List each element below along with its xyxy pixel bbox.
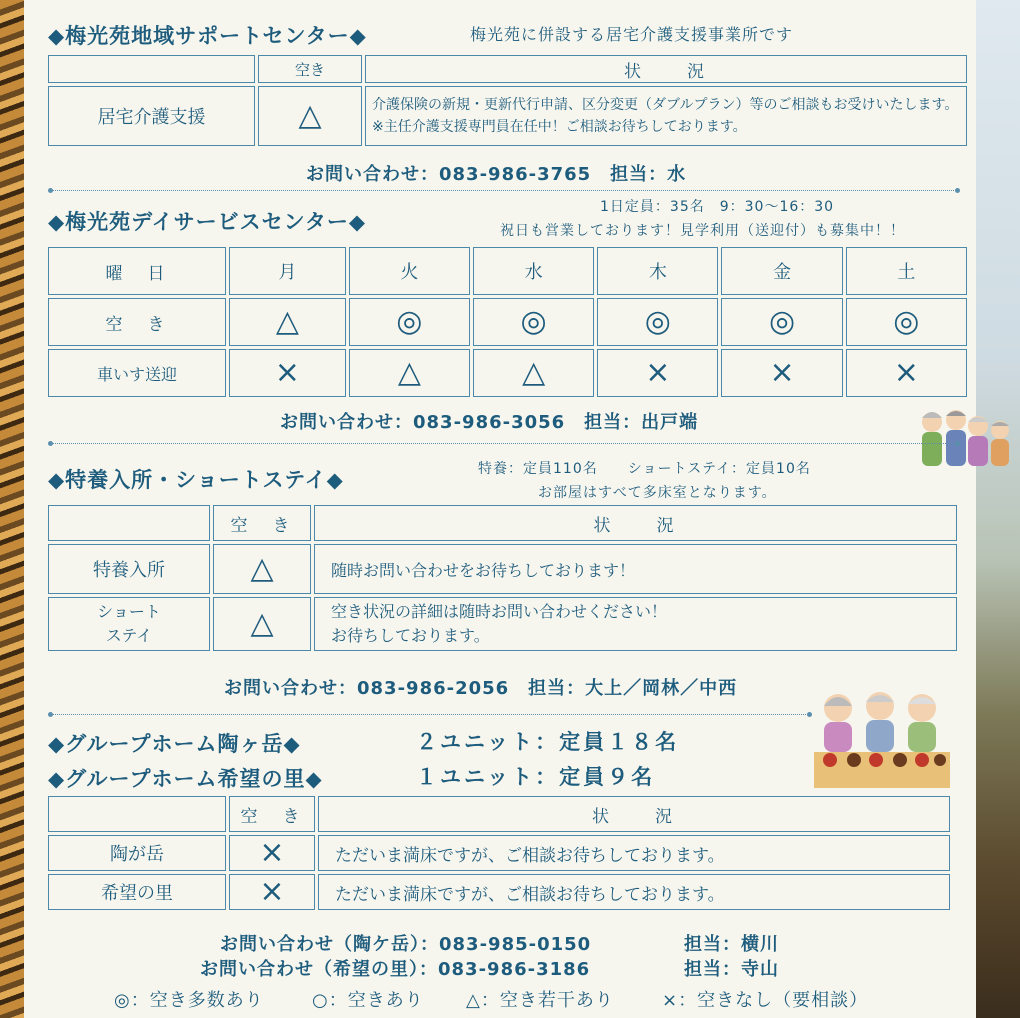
section4-contact2: お問い合わせ（希望の里）：083-986-3186 [200,959,591,980]
legend-few: △：空き若干あり [466,990,614,1011]
status-shortstay [314,597,957,651]
table-corner [48,796,226,832]
row-label: 居宅介護支援 [48,86,255,146]
row-label-shortstay [48,597,210,651]
row-label-line1: ショート [97,602,161,621]
wheelchair-label: 車いす送迎 [48,349,226,397]
section2-note2: 祝日も営業しております！見学利用（送迎付）も募集中！！ [500,223,905,239]
day-mon: 月 [229,247,346,295]
table-corner [48,55,255,83]
section1-table [45,52,970,149]
section4-units2: １ユニット：定員９名 [416,765,656,789]
elderly-dining-illustration [814,686,950,788]
vacancy-symbol: △ [258,86,362,146]
legend-many: ◎：空き多数あり [114,990,264,1011]
col-status: 状 況 [365,55,967,83]
status-line1: 空き状況の詳細は随時お問い合わせください！ [331,602,668,621]
divider [50,190,958,191]
wheelchair-wed: △ [473,349,594,397]
section4-person1: 担当：横川 [684,934,779,955]
row-label-suegatake: 陶が岳 [48,835,226,871]
legend-some: ○：空きあり [312,990,424,1011]
background-left-photo [0,0,24,1018]
section4-title2: ◆グループホーム希望の里◆ [48,767,323,791]
col-vacancy: 空き [258,55,362,83]
wheelchair-fri: × [721,349,842,397]
vacancy-suegatake: × [229,835,315,871]
background-right-photo [976,0,1020,1018]
vacancy-wed: ◎ [473,298,594,346]
wheelchair-sat: × [846,349,967,397]
day-thu: 木 [597,247,718,295]
vacancy-fri: ◎ [721,298,842,346]
section4-units1: ２ユニット：定員１８名 [416,730,680,754]
section4-contact1: お問い合わせ（陶ケ岳）：083-985-0150 [220,934,592,955]
divider [50,714,810,715]
day-wed: 水 [473,247,594,295]
status-kibounosato: ただいま満床ですが、ご相談お待ちしております。 [318,874,950,910]
section1-note: 梅光苑に併設する居宅介護支援事業所です [470,25,794,44]
legend-none: ×：空きなし（要相談） [662,990,869,1011]
vacancy-mon: △ [229,298,346,346]
section4-table [45,793,953,913]
row-status: 介護保険の新規・更新代行申請、区分変更（ダブルプラン）等のご相談もお受けいたします。※主任介護支援専門員在任中！ご相談お待ちしております。 [365,86,967,146]
vacancy-sat: ◎ [846,298,967,346]
section2-contact: お問い合わせ：083-986-3056 担当：出戸端 [280,412,699,433]
col-vacancy: 空 き [229,796,315,832]
vacancy-thu: ◎ [597,298,718,346]
section3-note1: 特養：定員110名 ショートステイ：定員10名 [478,461,811,477]
day-fri: 金 [721,247,842,295]
wheelchair-thu: × [597,349,718,397]
vacancy-tokuyo: △ [213,544,311,594]
day-tue: 火 [349,247,470,295]
dayservice-table [45,244,970,400]
vacancy-label: 空 き [48,298,226,346]
section2-title: ◆梅光苑デイサービスセンター◆ [48,210,366,234]
section4-person2: 担当：寺山 [684,959,779,980]
section3-title: ◆特養入所・ショートステイ◆ [48,468,344,492]
vacancy-tue: ◎ [349,298,470,346]
row-label-tokuyo: 特養入所 [48,544,210,594]
col-status: 状 況 [314,505,957,541]
wheelchair-tue: △ [349,349,470,397]
col-status: 状 況 [318,796,950,832]
status-suegatake: ただいま満床ですが、ご相談お待ちしております。 [318,835,950,871]
table-corner [48,505,210,541]
status-line2: お待ちしております。 [331,626,490,645]
vacancy-shortstay: △ [213,597,311,651]
wheelchair-mon: × [229,349,346,397]
section3-table [45,502,960,654]
status-tokuyo: 随時お問い合わせをお待ちしております！ [314,544,957,594]
flyer-paper [24,0,976,1018]
divider [50,443,958,444]
section3-note2: お部屋はすべて多床室となります。 [538,485,777,501]
section4-title1: ◆グループホーム陶ヶ岳◆ [48,732,301,756]
row-label-kibounosato: 希望の里 [48,874,226,910]
day-sat: 土 [846,247,967,295]
elderly-group-illustration [914,404,1014,474]
vacancy-kibounosato: × [229,874,315,910]
section3-contact: お問い合わせ：083-986-2056 担当：大上／岡林／中西 [224,678,738,699]
section1-contact: お問い合わせ：083-986-3765 担当：水 [306,164,687,185]
col-vacancy: 空 き [213,505,311,541]
section2-note1: 1日定員：35名 9：30〜16：30 [600,199,835,215]
day-label: 曜 日 [48,247,226,295]
row-label-line2: ステイ [105,626,153,645]
section1-title: ◆梅光苑地域サポートセンター◆ [48,24,367,48]
